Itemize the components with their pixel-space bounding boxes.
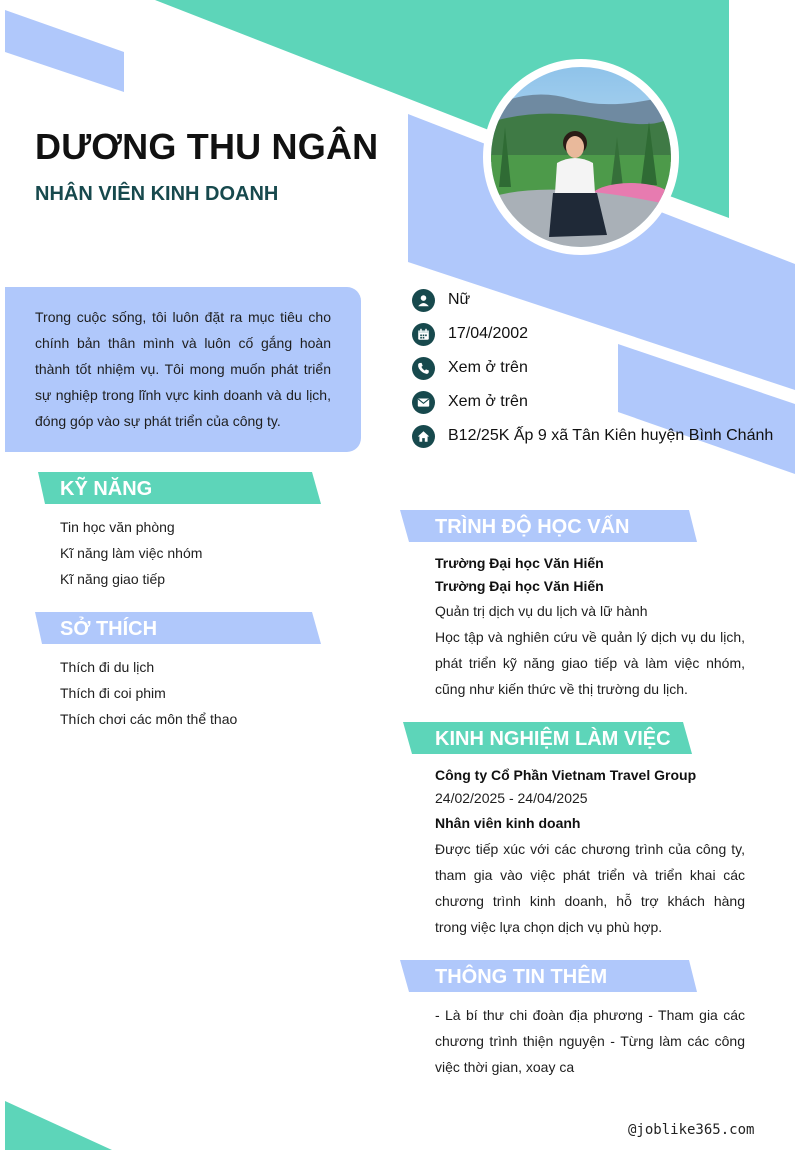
- skills-heading: KỸ NĂNG: [60, 478, 153, 500]
- contact-gender: [412, 288, 470, 312]
- phone-icon: [412, 357, 435, 380]
- gender-value: Nữ: [448, 291, 471, 308]
- bottom-left-teal-corner: [5, 1101, 112, 1150]
- additional-description: - Là bí thư chi đoàn địa phương - Tham gia các chương trình thiện nguyện - Từng làm các công việc thời gian, xoay ca: [435, 1007, 745, 1075]
- education-major: Quản trị dịch vụ du lịch và lữ hành: [435, 603, 648, 619]
- avatar-photo: [491, 67, 671, 247]
- birthdate-value: 17/04/2002: [448, 325, 529, 342]
- education-description: Học tập và nghiên cứu về quản lý dịch vụ du lịch, phát triển kỹ năng giao tiếp và làm việc nhóm, cũng như kiến thức về thị trường du lịch.: [435, 629, 745, 697]
- phone-value: Xem ở trên: [448, 359, 528, 376]
- address-value: B12/25K Ấp 9 xã Tân Kiên huyện Bình Chánh: [448, 427, 774, 444]
- footer-watermark: @joblike365.com: [628, 1122, 755, 1138]
- education-heading: TRÌNH ĐỘ HỌC VẤN: [435, 516, 630, 538]
- experience-heading: KINH NGHIỆM LÀM VIỆC: [435, 728, 671, 750]
- email-icon: [412, 391, 435, 414]
- experience-position: Nhân viên kinh doanh: [435, 815, 581, 831]
- summary-box: Trong cuộc sống, tôi luôn đặt ra mục tiêu cho chính bản thân mình và luôn cố gắng hoàn thành tốt nhiệm vụ. Tôi mong muốn phát triển sự nghiệp trong lĩnh vực kinh doanh và du lịch, đóng góp vào sự phát triển của công ty.: [5, 287, 361, 452]
- hobby-item: Thích chơi các môn thể thao: [60, 711, 238, 727]
- education-school: Trường Đại học Văn Hiến: [435, 555, 604, 571]
- avatar-frame: [483, 59, 679, 255]
- hobby-item: Thích đi du lịch: [60, 659, 155, 675]
- home-icon: [412, 425, 435, 448]
- hobby-item: Thích đi coi phim: [60, 685, 166, 701]
- experience-period: 24/02/2025 - 24/04/2025: [435, 790, 588, 806]
- candidate-role: NHÂN VIÊN KINH DOANH: [35, 183, 279, 205]
- calendar-icon: [412, 323, 435, 346]
- skill-item: Kĩ năng giao tiếp: [60, 571, 166, 587]
- experience-description: Được tiếp xúc với các chương trình của công ty, tham gia vào việc phát triển và triển khai các chương trình kinh doanh, hỗ trợ khách hàng trong việc lựa chọn dịch vụ phù hợp.: [435, 841, 745, 935]
- contact-phone: [412, 356, 528, 380]
- email-value: Xem ở trên: [448, 393, 528, 410]
- contact-birthdate: [412, 322, 528, 346]
- experience-company: Công ty Cổ Phần Vietnam Travel Group: [435, 767, 697, 783]
- person-icon: [412, 289, 435, 312]
- skill-item: Tin học văn phòng: [60, 519, 175, 535]
- avatar: [491, 67, 671, 247]
- education-school-repeat: Trường Đại học Văn Hiến: [435, 578, 604, 594]
- additional-heading: THÔNG TIN THÊM: [435, 966, 608, 988]
- skill-item: Kĩ năng làm việc nhóm: [60, 545, 203, 561]
- contact-email: [412, 390, 528, 414]
- candidate-name: DƯƠNG THU NGÂN: [35, 126, 379, 167]
- top-left-blue-stripe: [5, 10, 124, 92]
- contact-address: [412, 424, 773, 448]
- hobbies-heading: SỞ THÍCH: [60, 618, 158, 640]
